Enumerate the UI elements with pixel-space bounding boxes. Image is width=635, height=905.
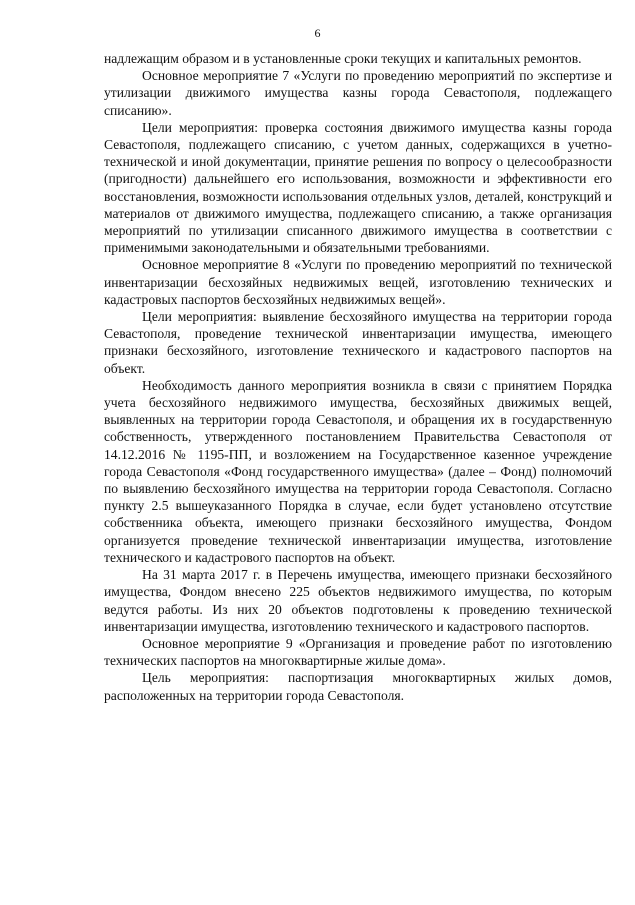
paragraph: На 31 марта 2017 г. в Перечень имущества, имеющего признаки бесхозяйного имущества, Фондом внесено 225 объектов недвижимого имущества, по которым ведутся работы. Из них 20 объектов подготовлены к проведению технической инвентаризации имущества, изготовлению технического и кадастрового паспортов. xyxy=(104,567,612,634)
page-number: 6 xyxy=(314,26,321,40)
paragraph: Основное мероприятие 9 «Организация и проведение работ по изготовлению технических паспортов на многоквартирные жилые дома». xyxy=(104,635,612,669)
paragraph: Необходимость данного мероприятия возникла в связи с принятием Порядка учета бесхозяйного недвижимого имущества, бесхозяйных движимых вещей, выявленных на территории города Севастополя, и обращения их в государственную собственность, утвержденного постановлением Правительства Севастополя от 14.12.2016 № 1195-ПП, и возложением на Государственное казенное учреждение города Севастополя «Фонд государственного имущества» (далее – Фонд) полномочий по выявлению бесхозяйного имущества на территории города Севастополя. Согласно пункту 2.5 вышеуказанного Порядка в случае, если будет установлено отсутствие собственника объекта, имеющего признаки бесхозяйного имущества, Фондом организуется проведение технической инвентаризации имущества, изготовление технического и кадастрового паспортов на объект. xyxy=(104,377,612,565)
paragraph: Основное мероприятие 7 «Услуги по проведению мероприятий по экспертизе и утилизации движимого имущества казны города Севастополя, подлежащего списанию». xyxy=(104,68,612,118)
document-body xyxy=(104,50,612,704)
paragraph: Цели мероприятия: проверка состояния движимого имущества казны города Севастополя, подлежащего списанию, с учетом данных, содержащихся в учетно-технической и иной документации, принятие решения по вопросу о целесообразности (пригодности) дальнейшего его использования, возможности и эффективности его восстановления, возможности использования отдельных узлов, деталей, конструкций и материалов от движимого имущества, подлежащего списанию, а также организация мероприятий по утилизации списанного движимого имущества в соответствии с применимыми законодательными и обязательными требованиями. xyxy=(104,119,612,256)
paragraph: Цели мероприятия: выявление бесхозяйного имущества на территории города Севастополя, проведение технической инвентаризации имущества, имеющего признаки бесхозяйного, изготовление технического и кадастрового паспортов на объект. xyxy=(104,309,612,376)
paragraph: Основное мероприятие 8 «Услуги по проведению мероприятий по технической инвентаризации бесхозяйных недвижимых вещей, изготовлению технических и кадастровых паспортов бесхозяйных недвижимых вещей». xyxy=(104,257,612,307)
paragraph: Цель мероприятия: паспортизация многоквартирных жилых домов, расположенных на территории города Севастополя. xyxy=(104,670,612,703)
paragraph: надлежащим образом и в установленные сроки текущих и капитальных ремонтов. xyxy=(104,51,582,66)
